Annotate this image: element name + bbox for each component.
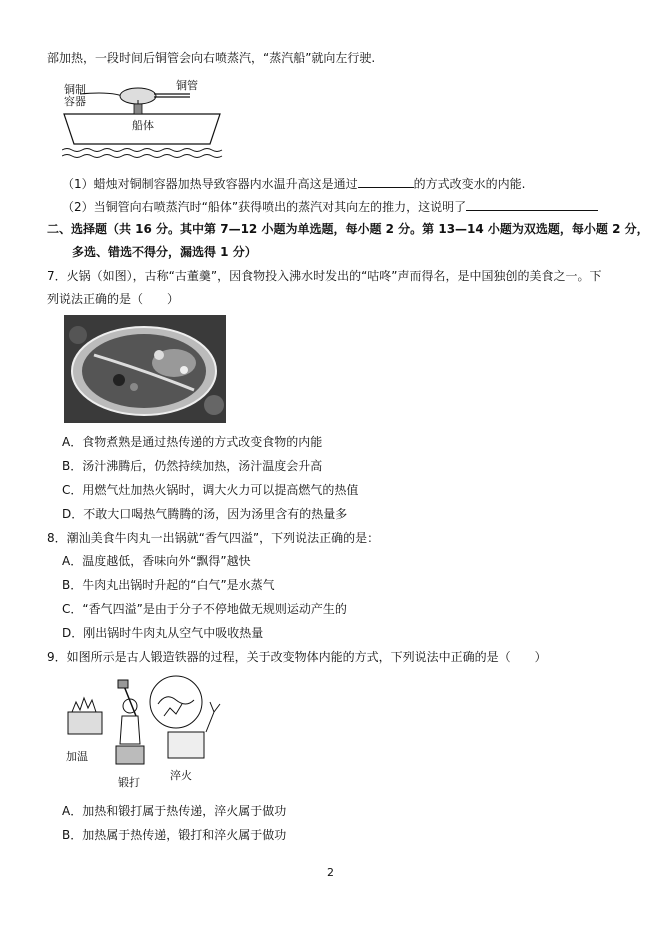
sub-question-2: （2）当铜管向右喷蒸汽时“船体”获得喷出的蒸汽对其向左的推力，这说明了 (62, 198, 598, 215)
sub-question-1: （1）蜡烛对铜制容器加热导致容器内水温升高这是通过 的方式改变水的内能. (62, 177, 526, 191)
q9-option-a: A．加热和锻打属于热传递，淬火属于做功 (62, 804, 287, 818)
forging-label-heat: 加温 (66, 750, 88, 763)
intro-line: 部加热，一段时间后铜管会向右喷蒸汽，“蒸汽船”就向左行驶. (47, 51, 376, 65)
section-title-cont: 多选、错选不得分，漏选得 1 分） (72, 245, 257, 259)
q9-stem: 9．如图所示是古人锻造铁器的过程，关于改变物体内能的方式，下列说法中正确的是（ ） (47, 650, 547, 664)
answer-blank[interactable] (358, 175, 414, 188)
q7-option-d: D．不敢大口喝热气腾腾的汤，因为汤里含有的热量多 (62, 507, 348, 521)
forging-label-quench: 淬火 (170, 769, 192, 782)
boat-label-container: 铜制 容器 (64, 83, 86, 108)
q8-option-a: A．温度越低，香味向外“飘得”越快 (62, 554, 251, 568)
q7-option-c: C．用燃气灶加热火锅时，调大火力可以提高燃气的热值 (62, 483, 359, 497)
boat-label-pipe: 铜管 (176, 79, 198, 92)
q7-stem: 7．火锅（如图），古称“古董羹”，因食物投入沸水时发出的“咕咚”声而得名，是中国独创的美食之一。下 (47, 269, 602, 283)
section-title: 二、选择题（共 16 分。其中第 7—12 小题为单选题，每小题 2 分。第 13—14 小题为双选题，每小题 2 分， (47, 222, 649, 236)
q8-option-c: C．“香气四溢”是由于分子不停地做无规则运动产生的 (62, 602, 347, 616)
q9-option-b: B．加热属于热传递，锻打和淬火属于做功 (62, 828, 287, 842)
forging-figure (64, 672, 224, 792)
q8-option-d: D．刚出锅时牛肉丸从空气中吸收热量 (62, 626, 264, 640)
q7-stem-cont: 列说法正确的是（ ） (47, 292, 180, 306)
page-number: 2 (327, 866, 334, 879)
forging-label-forge: 锻打 (118, 776, 140, 789)
hotpot-photo (64, 315, 226, 423)
q7-option-a: A．食物煮熟是通过热传递的方式改变食物的内能 (62, 435, 323, 449)
q8-stem: 8．潮汕美食牛肉丸一出锅就“香气四溢”，下列说法正确的是： (47, 531, 380, 545)
q8-option-b: B．牛肉丸出锅时升起的“白气”是水蒸气 (62, 578, 275, 592)
q7-option-b: B．汤汁沸腾后，仍然持续加热，汤汁温度会升高 (62, 459, 323, 473)
answer-blank[interactable] (466, 198, 598, 211)
boat-label-hull: 船体 (132, 119, 154, 132)
